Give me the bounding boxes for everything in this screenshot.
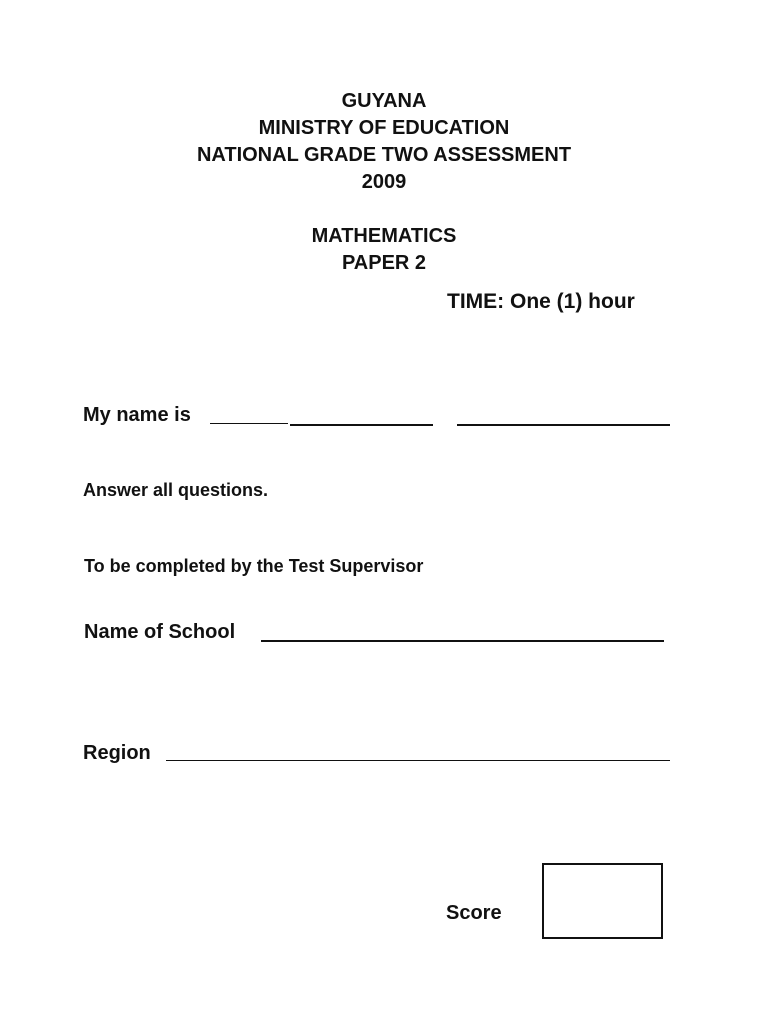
name-blank-middle[interactable] bbox=[290, 424, 433, 426]
supervisor-note: To be completed by the Test Supervisor bbox=[84, 556, 424, 576]
time-allowed: TIME: One (1) hour bbox=[447, 290, 635, 313]
region-label: Region bbox=[83, 742, 151, 764]
year-title: 2009 bbox=[361, 171, 407, 193]
region-blank[interactable] bbox=[166, 760, 670, 761]
paper-title: PAPER 2 bbox=[341, 252, 427, 274]
ministry-title: MINISTRY OF EDUCATION bbox=[258, 117, 510, 139]
country-title: GUYANA bbox=[341, 90, 427, 112]
school-label: Name of School bbox=[84, 621, 236, 643]
assessment-title: NATIONAL GRADE TWO ASSESSMENT bbox=[196, 144, 572, 166]
score-label: Score bbox=[446, 902, 502, 924]
subject-title: MATHEMATICS bbox=[311, 225, 457, 247]
score-box[interactable] bbox=[542, 863, 663, 939]
name-blank-first[interactable] bbox=[210, 423, 288, 424]
school-blank[interactable] bbox=[261, 640, 664, 642]
name-label: My name is bbox=[83, 404, 191, 426]
instruction-text: Answer all questions. bbox=[83, 480, 269, 500]
name-blank-last[interactable] bbox=[457, 424, 670, 426]
